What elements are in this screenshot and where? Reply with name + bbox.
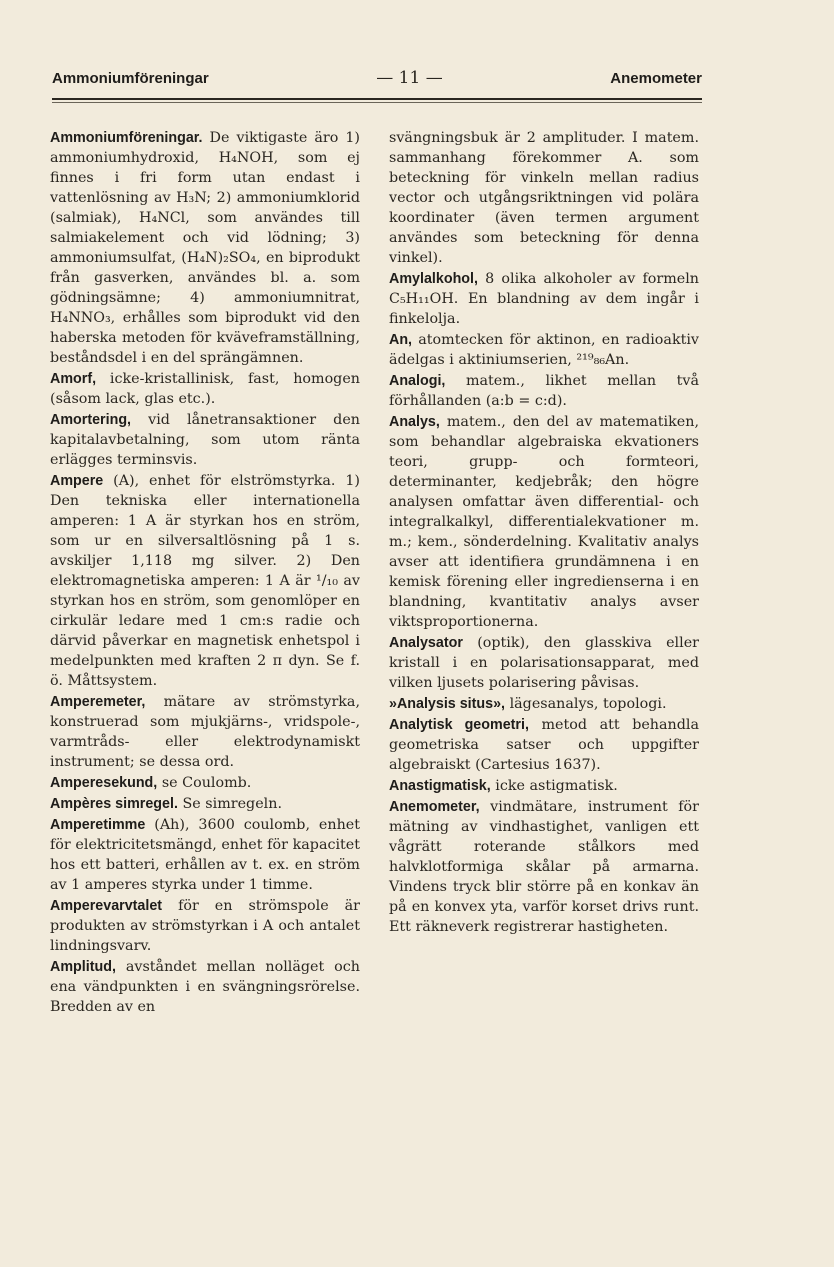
entry <box>389 371 699 411</box>
entry <box>389 694 699 714</box>
entry <box>389 412 699 632</box>
entry <box>50 794 360 814</box>
entry-headword: Ampere <box>50 473 104 489</box>
entry-headword: »Analysis situs», <box>389 696 506 712</box>
entry <box>50 692 360 772</box>
entry-headword: Amperevarvtalet <box>50 898 163 914</box>
entry-headword: Amperemeter, <box>50 694 146 710</box>
entry-text: (A), enhet för elströmstyrka. 1) Den tekniska eller internationella amperen: 1 A är styrkan hos en ström, som ur en silversaltlösning på 1 s. avskiljer 1,118 mg silver. 2) Den elektromagnetiska amperen: 1 A är ¹/₁₀ av styrkan hos en ström, som genomlöper en cirkulär ledare med 1 cm:s radie och därvid påverkar en magnetisk enhetspol i medelpunkten med kraften 2 π dyn. Se f. ö. Måttsystem. <box>50 473 360 689</box>
entry-headword: Amylalkohol, <box>389 271 478 287</box>
entry-headword: Amperetimme <box>50 817 146 833</box>
page-number: — 11 — <box>376 68 443 88</box>
entry-text: matem., den del av matematiken, som behandlar algebraiska ekvationers teori, grupp- och formteori, determinanter, kedjebråk; den högre analysen omfattar även differential- och integralkalkyl, differentialekvationer m. m.; kem., sönderdelning. Kvalitativ analys avser att identifiera grundämnena i en kemisk förening eller ingredienserna i en blandning, kvantitativ analys avser viktsproportionerna. <box>389 414 700 630</box>
entry <box>389 715 699 775</box>
entry-text: icke astigmatisk. <box>495 778 618 794</box>
entry-text: 8 olika alkoholer av formeln C₅H₁₁OH. En blandning av dem ingår i finkelolja. <box>389 271 700 327</box>
entry-text: metod att behandla geometriska satser och uppgifter algebraiskt (Cartesius 1637). <box>389 717 699 773</box>
entry <box>389 797 699 937</box>
entry-text: icke-kristallinisk, fast, homogen (såsom lack, glas etc.). <box>50 371 360 407</box>
entry-text: Se simregeln. <box>182 796 282 812</box>
entry-text: vid lånetransaktioner den kapitalavbetalning, som utom ränta erlägges terminsvis. <box>50 412 360 468</box>
left-column <box>50 128 360 1018</box>
entry-text: se Coulomb. <box>161 775 252 791</box>
entry-headword: Analogi, <box>389 373 446 389</box>
entry-text: mätare av strömstyrka, konstruerad som mjukjärns-, vridspole-, varmtråds- eller elektrodynamiskt instrument; se dessa ord. <box>50 694 361 770</box>
entry <box>389 776 699 796</box>
header-rule <box>52 98 702 100</box>
entry <box>389 633 699 693</box>
entry-headword: Analysator <box>389 635 463 651</box>
entry-headword: Ampères simregel. <box>50 796 178 812</box>
entry-text: De viktigaste äro 1) ammoniumhydroxid, H₄NOH, som ej finnes i fri form utan endast i vattenlösning av H₃N; 2) ammoniumklorid (salmiak), H₄NCl, som användes till salmiakelement och vid lödning; 3) ammoniumsulfat, (H₄N)₂SO₄, en biprodukt från gasverken, användes bl. a. som gödningsämne; 4) ammoniumnitrat, H₄NNO₃, erhålles som biprodukt vid den haberska metoden för kväveframställning, beståndsdel i en del sprängämnen. <box>50 130 361 366</box>
entry-text: vindmätare, instrument för mätning av vindhastighet, vanligen ett vågrätt roterande stålkors med halvklotformiga skålar på armarna. Vindens tryck blir större på en konkav än på en konvex yta, varför korset drivs runt. Ett räkneverk registrerar hastigheten. <box>389 799 700 935</box>
entry <box>50 957 360 1017</box>
entry-headword: Analys, <box>389 414 440 430</box>
entry-headword: Amplitud, <box>50 959 116 975</box>
entry-text: matem., likhet mellan två förhållanden (a:b = c:d). <box>389 373 700 409</box>
entry-continuation <box>389 128 699 268</box>
entry-headword: Amperesekund, <box>50 775 158 791</box>
entry <box>389 330 699 370</box>
entry <box>50 471 360 691</box>
entry-text: svängningsbuk är 2 amplituder. I matem. sammanhang förekommer A. som beteckning för vinkeln mellan radius vector och utgångsriktningen vid polära koordinater (även termen argument användes som beteckning för denna vinkel). <box>389 130 699 266</box>
entry-text: för en strömspole är produkten av strömstyrkan i A och antalet lindningsvarv. <box>50 898 361 954</box>
entry-headword: Analytisk geometri, <box>389 717 529 733</box>
entry <box>389 269 699 329</box>
entry-headword: Ammoniumföreningar. <box>50 130 203 146</box>
entry-text: avståndet mellan nolläget och ena vändpunkten i en svängningsrörelse. Bredden av en <box>50 959 360 1015</box>
header-right-guideword: Anemometer <box>610 70 702 87</box>
entry-text: lägesanalys, topologi. <box>509 696 667 712</box>
right-column <box>389 128 699 938</box>
entry <box>50 815 360 895</box>
header-left-guideword: Ammoniumföreningar <box>52 70 209 87</box>
header-rule-thin <box>52 102 702 103</box>
entry-headword: Anemometer, <box>389 799 480 815</box>
entry <box>50 773 360 793</box>
entry-text: (optik), den glasskiva eller kristall i en polarisationsapparat, med vilken ljusets polarisering påvisas. <box>389 635 699 691</box>
entry <box>50 896 360 956</box>
entry <box>50 410 360 470</box>
entry-text: (Ah), 3600 coulomb, enhet för elektricitetsmängd, enhet för kapacitet hos ett batteri, erhållen av t. ex. en ström av 1 amperes styrka under 1 timme. <box>50 817 360 893</box>
entry <box>50 128 360 368</box>
entry-headword: Amorf, <box>50 371 97 387</box>
entry-headword: Anastigmatisk, <box>389 778 491 794</box>
entry <box>50 369 360 409</box>
entry-headword: An, <box>389 332 413 348</box>
entry-text: atomtecken för aktinon, en radioaktiv ädelgas i aktiniumserien, ²¹⁹₈₆An. <box>389 332 699 368</box>
entry-headword: Amortering, <box>50 412 132 428</box>
running-header <box>52 68 702 98</box>
